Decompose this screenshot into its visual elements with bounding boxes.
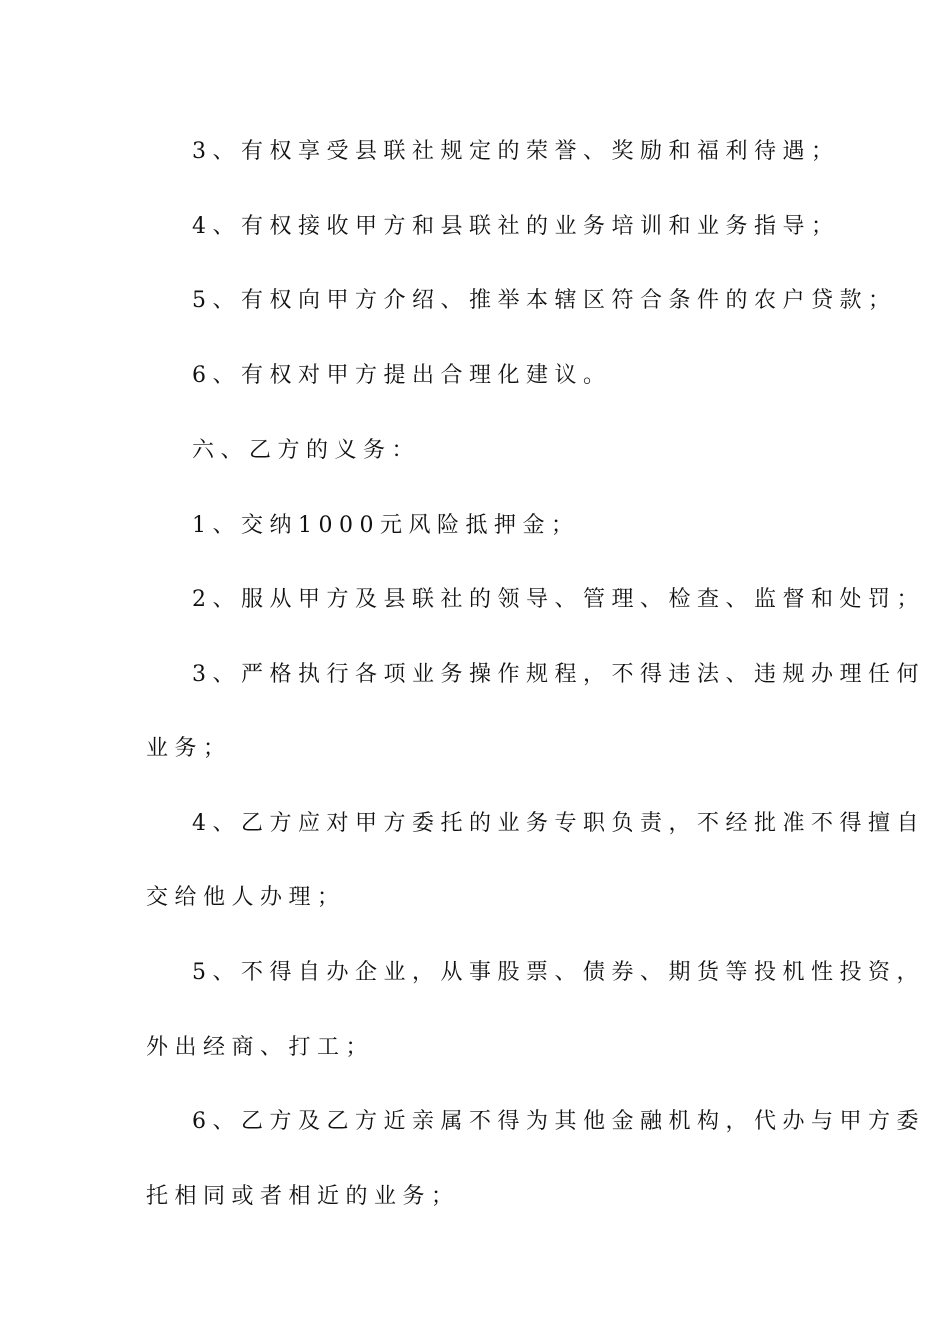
paragraph-line: 4、有权接收甲方和县联社的业务培训和业务指导； <box>192 214 840 239</box>
paragraph-line: 6、乙方及乙方近亲属不得为其他金融机构，代办与甲方委 <box>192 1109 925 1134</box>
paragraph-line: 1、交纳1000元风险抵押金； <box>192 513 580 538</box>
paragraph-line: 外出经商、打工； <box>146 1035 375 1060</box>
paragraph-line: 2、服从甲方及县联社的领导、管理、检查、监督和处罚； <box>192 587 925 612</box>
paragraph-line: 3、严格执行各项业务操作规程，不得违法、违规办理任何 <box>192 662 925 687</box>
paragraph-line: 交给他人办理； <box>146 885 346 910</box>
section-heading: 六、乙方的义务： <box>192 438 421 463</box>
paragraph-line: 4、乙方应对甲方委托的业务专职负责，不经批准不得擅自 <box>192 811 925 836</box>
paragraph-line: 3、有权享受县联社规定的荣誉、奖励和福利待遇； <box>192 139 840 164</box>
paragraph-line: 5、有权向甲方介绍、推举本辖区符合条件的农户贷款； <box>192 288 897 313</box>
paragraph-line: 5、不得自办企业，从事股票、债券、期货等投机性投资， <box>192 960 925 985</box>
paragraph-line: 6、有权对甲方提出合理化建议。 <box>192 363 612 388</box>
paragraph-line: 业务； <box>146 736 232 761</box>
paragraph-line: 托相同或者相近的业务； <box>146 1184 460 1209</box>
